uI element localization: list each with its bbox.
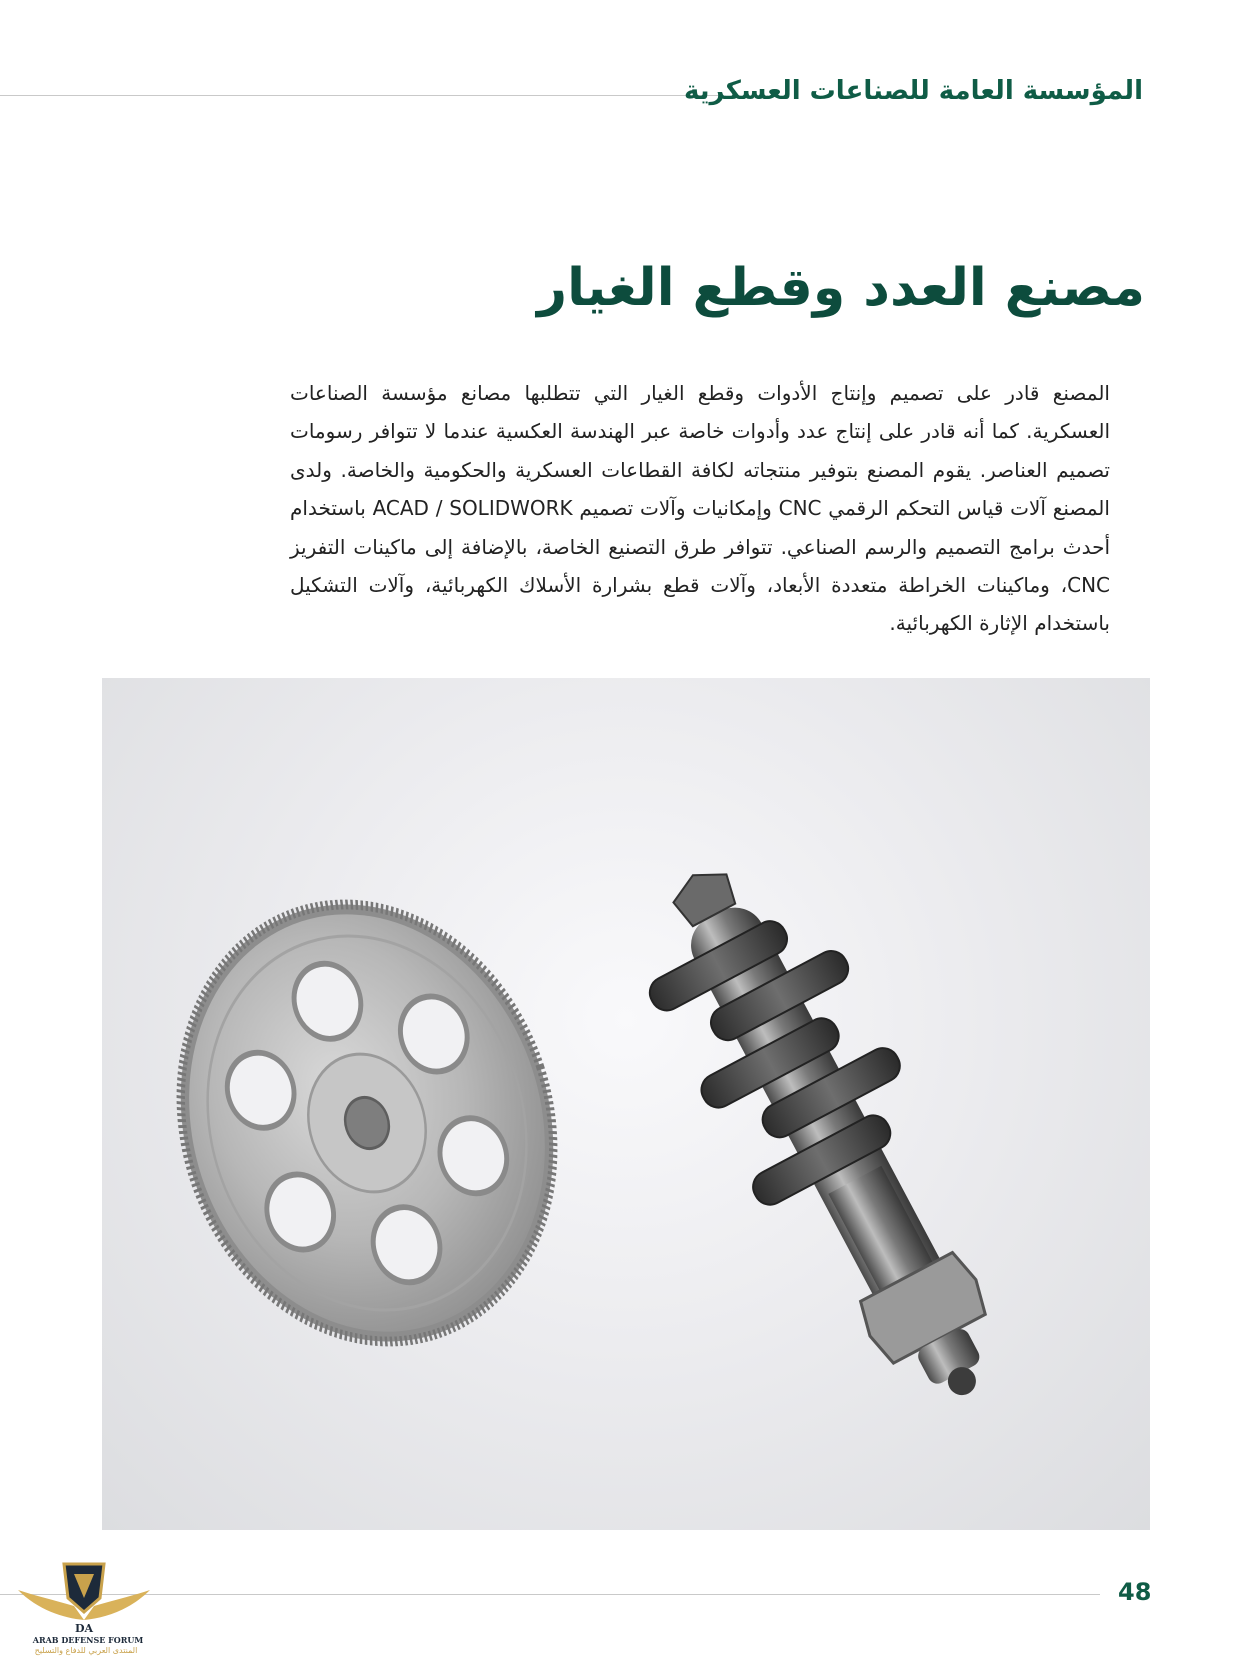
crankshaft [609,831,1052,1438]
header-divider [0,95,722,96]
footer-divider [150,1594,1100,1595]
watermark-monogram: DA [74,1622,94,1635]
body-paragraph: المصنع قادر على تصميم وإنتاج الأدوات وقطع الغيار التي تتطلبها مصانع مؤسسة الصناعات العسكرية. كما أنه قادر على إنتاج عدد وأدوات خاصة عبر الهندسة العكسية عندما لا تتوافر رسومات تصميم العناصر. يقوم المصنع بتوفير منتجاته لكافة القطاعات العسكرية والحكومية والخاصة. ولدى المصنع آلات قياس التحكم الرقمي CNC وإمكانيات وآلات تصميم ACAD / SOLIDWORK باستخدام أحدث برامج التصميم والرسم الصناعي. تتوافر طرق التصنيع الخاصة، بالإضافة إلى ماكينات التفريز CNC، وماكينات الخراطة متعددة الأبعاد، وآلات قطع بشرارة الأسلاك الكهربائية، وآلات التشكيل باستخدام الإثارة الكهربائية. [290,381,1110,636]
watermark-arabic: المنتدى العربي للدفاع والتسليح [34,1646,138,1655]
organization-name: المؤسسة العامة للصناعات العسكرية [684,76,1143,106]
product-photo [102,678,1150,1530]
gear-wheel [125,856,608,1391]
watermark-english: ARAB DEFENSE FORUM [32,1635,144,1645]
page-number: 48 [1118,1578,1152,1606]
page-title: مصنع العدد وقطع الغيار [537,258,1145,318]
